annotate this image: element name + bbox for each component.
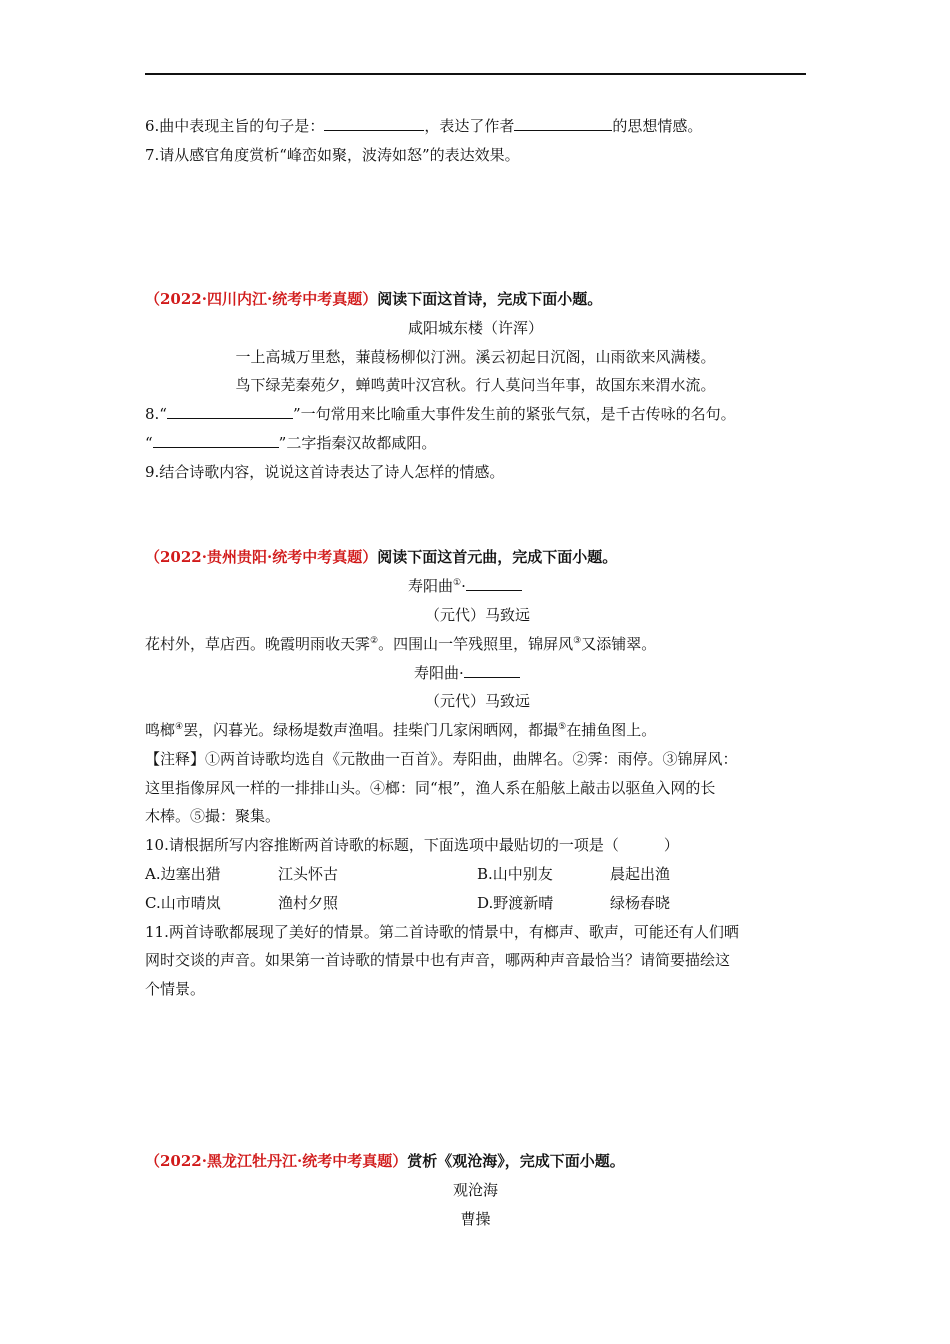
answer-blank[interactable] bbox=[153, 433, 279, 448]
section-3-heading bbox=[145, 1151, 625, 1171]
q6-text-b: ，表达了作者 bbox=[424, 117, 515, 135]
poem-line-2: 鸟下绿芜秦苑夕，蝉鸣黄叶汉宫秋。行人莫问当年事，故国东来渭水流。 bbox=[235, 376, 716, 394]
notes-line-1: 【注释】①两首诗歌均选自《元散曲一百首》。寿阳曲，曲牌名。②霁：雨停。③锦屏风： bbox=[145, 750, 738, 768]
question-10: 10.请根据所写内容推断两首诗歌的标题，下面选项中最贴切的一项是（ ） bbox=[145, 836, 679, 854]
footnote-mark: ④ bbox=[175, 722, 184, 732]
q8a-text: ”一句常用来比喻重大事件发生前的紧张气氛，是千古传咏的名句。 bbox=[292, 405, 736, 423]
poem-3-title: 观沧海 bbox=[452, 1181, 498, 1199]
notes-line-3: 木棒。⑤撮：聚集。 bbox=[145, 807, 281, 825]
poem-title: 咸阳城东楼（许浑） bbox=[407, 319, 543, 337]
answer-blank[interactable] bbox=[324, 116, 424, 131]
question-11-line-3: 个情景。 bbox=[145, 980, 206, 998]
option-a-value: 江头怀古 bbox=[278, 865, 339, 883]
question-11-line-2: 网时交谈的声音。如果第一首诗歌的情景中也有声音，哪两种声音最恰当？请简要描绘这 bbox=[145, 951, 731, 969]
footnote-mark: ② bbox=[370, 636, 379, 646]
title-dot: · bbox=[461, 577, 466, 595]
option-b-key[interactable]: B.山中别友 bbox=[477, 865, 553, 883]
answer-blank[interactable] bbox=[167, 404, 293, 419]
poem-2-title-text: 寿阳曲· bbox=[414, 664, 464, 682]
option-a-key[interactable]: A.边塞出猎 bbox=[145, 865, 221, 883]
q6-text-c: 的思想情感。 bbox=[612, 117, 703, 135]
section-2-heading bbox=[145, 547, 617, 567]
question-8b bbox=[145, 433, 436, 453]
footnote-mark: ③ bbox=[573, 636, 582, 646]
source-tag: （2022·黑龙江牡丹江·统考中考真题） bbox=[145, 1152, 408, 1170]
option-c-key[interactable]: C.山市晴岚 bbox=[145, 894, 221, 912]
poem-1-text bbox=[145, 634, 656, 654]
option-c-value: 渔村夕照 bbox=[278, 894, 339, 912]
title-blank[interactable] bbox=[464, 663, 520, 678]
poem-2-text-b: 罢，闪暮光。绿杨堤数声渔唱。挂柴门几家闲晒网，都撮 bbox=[183, 721, 559, 739]
poem-2-text-c: 在捕鱼图上。 bbox=[566, 721, 657, 739]
poem-1-text-b: 。四围山一竿残照里，锦屏风 bbox=[378, 635, 574, 653]
poem-2-text bbox=[145, 720, 656, 740]
instruction: 阅读下面这首诗，完成下面小题。 bbox=[377, 290, 603, 308]
poem-2-text-a: 鸣榔 bbox=[145, 721, 176, 739]
instruction: 阅读下面这首元曲，完成下面小题。 bbox=[377, 548, 618, 566]
question-9: 9.结合诗歌内容，说说这首诗表达了诗人怎样的情感。 bbox=[145, 463, 505, 481]
q8a-open: 8.“ bbox=[145, 405, 167, 423]
answer-blank[interactable] bbox=[514, 116, 612, 131]
question-8a bbox=[145, 404, 736, 424]
title-blank[interactable] bbox=[466, 576, 522, 591]
poem-2-title bbox=[414, 663, 520, 683]
poem-1-title bbox=[408, 576, 522, 596]
question-11-line-1: 11.两首诗歌都展现了美好的情景。第二首诗歌的情景中，有榔声、歌声，可能还有人们晒 bbox=[145, 923, 739, 941]
source-tag: （2022·四川内江·统考中考真题） bbox=[145, 290, 378, 308]
poem-2-author: （元代）马致远 bbox=[425, 692, 531, 710]
footnote-mark: ① bbox=[453, 578, 462, 588]
poem-3-author: 曹操 bbox=[460, 1210, 491, 1228]
poem-1-text-c: 又添铺翠。 bbox=[581, 635, 657, 653]
source-tag: （2022·贵州贵阳·统考中考真题） bbox=[145, 548, 378, 566]
poem-line-1: 一上高城万里愁，蒹葭杨柳似汀洲。溪云初起日沉阁，山雨欲来风满楼。 bbox=[235, 348, 716, 366]
q6-text-a: 6.曲中表现主旨的句子是： bbox=[145, 117, 325, 135]
option-d-value: 绿杨春晓 bbox=[610, 894, 671, 912]
option-d-key[interactable]: D.野渡新晴 bbox=[477, 894, 554, 912]
poem-1-text-a: 花村外，草店西。晚霞明雨收天霁 bbox=[145, 635, 371, 653]
q8b-text: ”二字指秦汉故都咸阳。 bbox=[278, 434, 437, 452]
section-1-heading bbox=[145, 289, 602, 309]
option-b-value: 晨起出渔 bbox=[610, 865, 671, 883]
footnote-mark: ⑤ bbox=[558, 722, 567, 732]
header-rule bbox=[145, 73, 806, 75]
q8b-open: “ bbox=[145, 434, 153, 452]
poem-1-title-text: 寿阳曲 bbox=[408, 577, 454, 595]
instruction: 赏析《观沧海》，完成下面小题。 bbox=[407, 1152, 625, 1170]
question-7: 7.请从感官角度赏析“峰峦如聚，波涛如怒”的表达效果。 bbox=[145, 146, 520, 164]
question-6 bbox=[145, 116, 702, 136]
poem-1-author: （元代）马致远 bbox=[425, 606, 531, 624]
notes-line-2: 这里指像屏风一样的一排排山头。④榔：同“根”，渔人系在船舷上敲击以驱鱼入网的长 bbox=[145, 779, 716, 797]
